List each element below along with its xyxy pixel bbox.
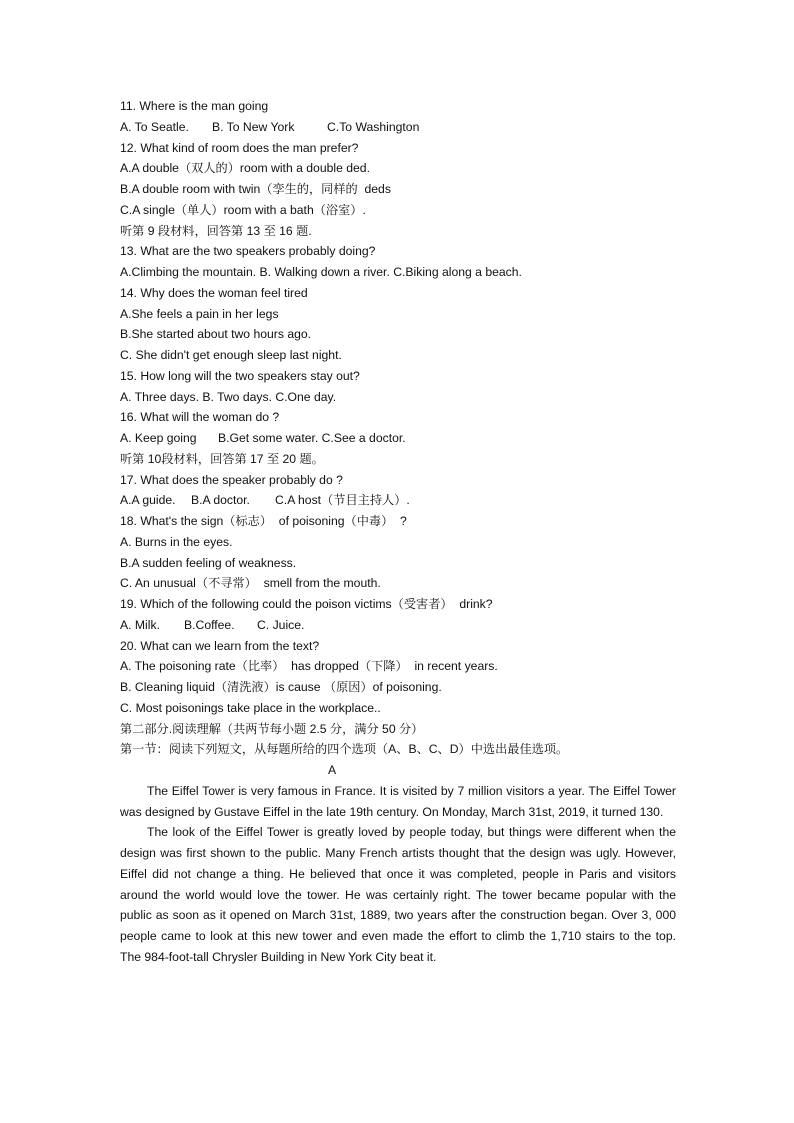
- option-c: C. She didn't get enough sleep last night.: [120, 348, 342, 362]
- option-a: A. The poisoning rate（比率） has dropped（下降） in recent years.: [120, 659, 498, 674]
- question-11-options: [120, 117, 676, 138]
- option-b: B.She started about two hours ago.: [120, 327, 312, 342]
- option-a: A. Milk.: [120, 617, 160, 632]
- question-13-options: A.Climbing the mountain. B. Walking down a river. C.Biking along a beach.: [120, 265, 522, 279]
- option-a: A.A guide.: [120, 493, 176, 508]
- option-b: B. Cleaning liquid（清洗液）is cause （原因）of poisoning.: [120, 680, 442, 694]
- option-b: B.A doctor.: [191, 493, 250, 508]
- option-a: A.A double（双人的）room with a double ded.: [120, 161, 370, 176]
- option-bc: B.Get some water. C.See a doctor.: [218, 431, 406, 445]
- option-c: C.A host（节目主持人）.: [275, 493, 410, 508]
- option-b: B.Coffee.: [184, 617, 235, 632]
- option-a: A. Keep going: [120, 431, 197, 445]
- question-12: 12. What kind of room does the man prefer?: [120, 140, 359, 155]
- option-b: B. To New York: [212, 119, 295, 134]
- question-19-options: [120, 615, 676, 636]
- passage-paragraph: The Eiffel Tower is very famous in France. It is visited by 7 million visitors a year. The Eiffel Tower was designed by Gustave Eiffel in the late 19th century. On Monday, March 31st, 2019, it turned 130.: [120, 783, 676, 819]
- question-13: 13. What are the two speakers probably doing?: [120, 244, 376, 259]
- option-a: A. To Seatle.: [120, 119, 189, 134]
- section-instruction: 听第 10段材料，回答第 17 至 20 题。: [120, 451, 324, 466]
- question-14: 14. Why does the woman feel tired: [120, 285, 308, 300]
- question-20: 20. What can we learn from the text?: [120, 638, 320, 653]
- option-c: C.A single（单人）room with a bath（浴室）.: [120, 202, 366, 217]
- question-17-options: [120, 490, 676, 511]
- passage-label: A: [328, 763, 337, 777]
- option-c: C. Most poisonings take place in the workplace..: [120, 700, 381, 715]
- passage-paragraph: The look of the Eiffel Tower is greatly loved by people today, but things were different when the design was first shown to the public. Many French artists thought that the design was ugly. However, Eiffel did not change a thing. He believed that once it was completed, people in Paris and visitors around the world would love the tower. He was certainly right. The tower became popular with the public as soon as it opened on March 31st, 1889, two years after the construction began. Over 3, 000 people came to look at this new tower and even made the effort to climb the 1,710 stairs to the top. The 984-foot-tall Chrysler Building in New York City beat it.: [120, 825, 676, 964]
- question-17: 17. What does the speaker probably do ?: [120, 472, 343, 487]
- question-18: 18. What's the sign（标志） of poisoning（中毒） ?: [120, 514, 407, 528]
- option-b: B.A double room with twin（孪生的，同样的 deds: [120, 182, 391, 196]
- part-title: 第二部分.阅读理解（共两节每小题 2.5 分，满分 50 分）: [120, 721, 424, 736]
- question-11: 11. Where is the man going: [120, 99, 269, 113]
- option-c: C. Juice.: [257, 617, 305, 632]
- page-content: [120, 96, 676, 968]
- question-16-options: [120, 428, 676, 449]
- question-15-options: A. Three days. B. Two days. C.One day.: [120, 389, 337, 404]
- option-c: C. An unusual（不寻常） smell from the mouth.: [120, 576, 381, 591]
- section-instruction: 听第 9 段材料，回答第 13 至 16 题.: [120, 223, 312, 238]
- question-19: 19. Which of the following could the poison victims（受害者） drink?: [120, 597, 493, 611]
- section-title: 第一节：阅读下列短文，从每题所给的四个选项（A、B、C、D）中选出最佳选项。: [120, 742, 569, 757]
- option-c: C.To Washington: [327, 119, 420, 134]
- option-b: B.A sudden feeling of weakness.: [120, 555, 297, 570]
- option-a: A. Burns in the eyes.: [120, 534, 233, 549]
- question-15: 15. How long will the two speakers stay out?: [120, 368, 360, 383]
- question-16: 16. What will the woman do ?: [120, 410, 280, 425]
- option-a: A.She feels a pain in her legs: [120, 306, 279, 321]
